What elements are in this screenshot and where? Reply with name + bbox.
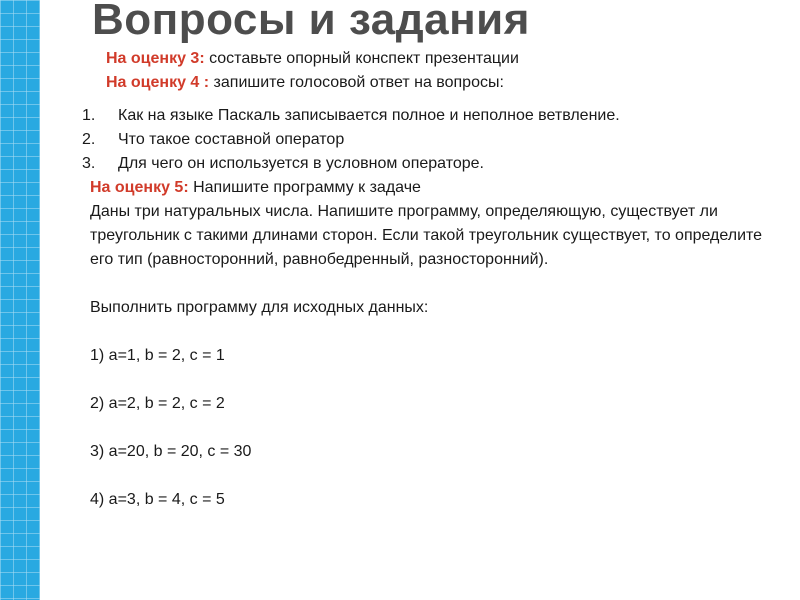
question-item [82,104,620,128]
grade3-label: На оценку 3: [106,50,205,67]
question-item [82,152,620,176]
question-text: Что такое составной оператор [118,131,345,148]
question-number: 3. [82,155,96,172]
run-intro: Выполнить программу для исходных данных: [90,299,429,316]
question-number: 1. [82,107,96,124]
grade4-label: На оценку 4 : [106,74,210,91]
grade4-line [106,71,786,95]
grade4-text: запишите голосовой ответ на вопросы: [209,74,504,91]
slide-title: Вопросы и задания [92,0,530,44]
questions-list [82,104,620,176]
grade5-line [90,176,780,200]
task-block [90,176,780,512]
question-text: Как на языке Паскаль записывается полное и неполное ветвление. [118,107,620,124]
grade3-line [106,47,786,71]
grade5-label: На оценку 5: [90,179,189,196]
question-text: Для чего он используется в условном операторе. [118,155,484,172]
spacer [90,320,780,344]
input-case-4: 4) a=3, b = 4, c = 5 [90,491,225,508]
spacer [90,368,780,392]
input-case-1: 1) a=1, b = 2, c = 1 [90,347,225,364]
input-case-3: 3) a=20, b = 20, c = 30 [90,443,252,460]
task-description: Даны три натуральных числа. Напишите программу, определяющую, существует ли треугольник с такими длинами сторон. Если такой треугольник существует, то определите его тип (равносторонний, равнобедренный, разносторонний). [90,203,763,268]
grade3-text: составьте опорный конспект презентации [204,50,519,67]
left-accent-bar [0,0,40,600]
grade-instructions [106,47,786,95]
input-case-2: 2) a=2, b = 2, c = 2 [90,395,225,412]
spacer [90,272,780,296]
grade5-text: Напишите программу к задаче [188,179,421,196]
grid-pattern [0,0,40,600]
spacer [90,464,780,488]
spacer [90,416,780,440]
question-item [82,128,620,152]
question-number: 2. [82,131,96,148]
